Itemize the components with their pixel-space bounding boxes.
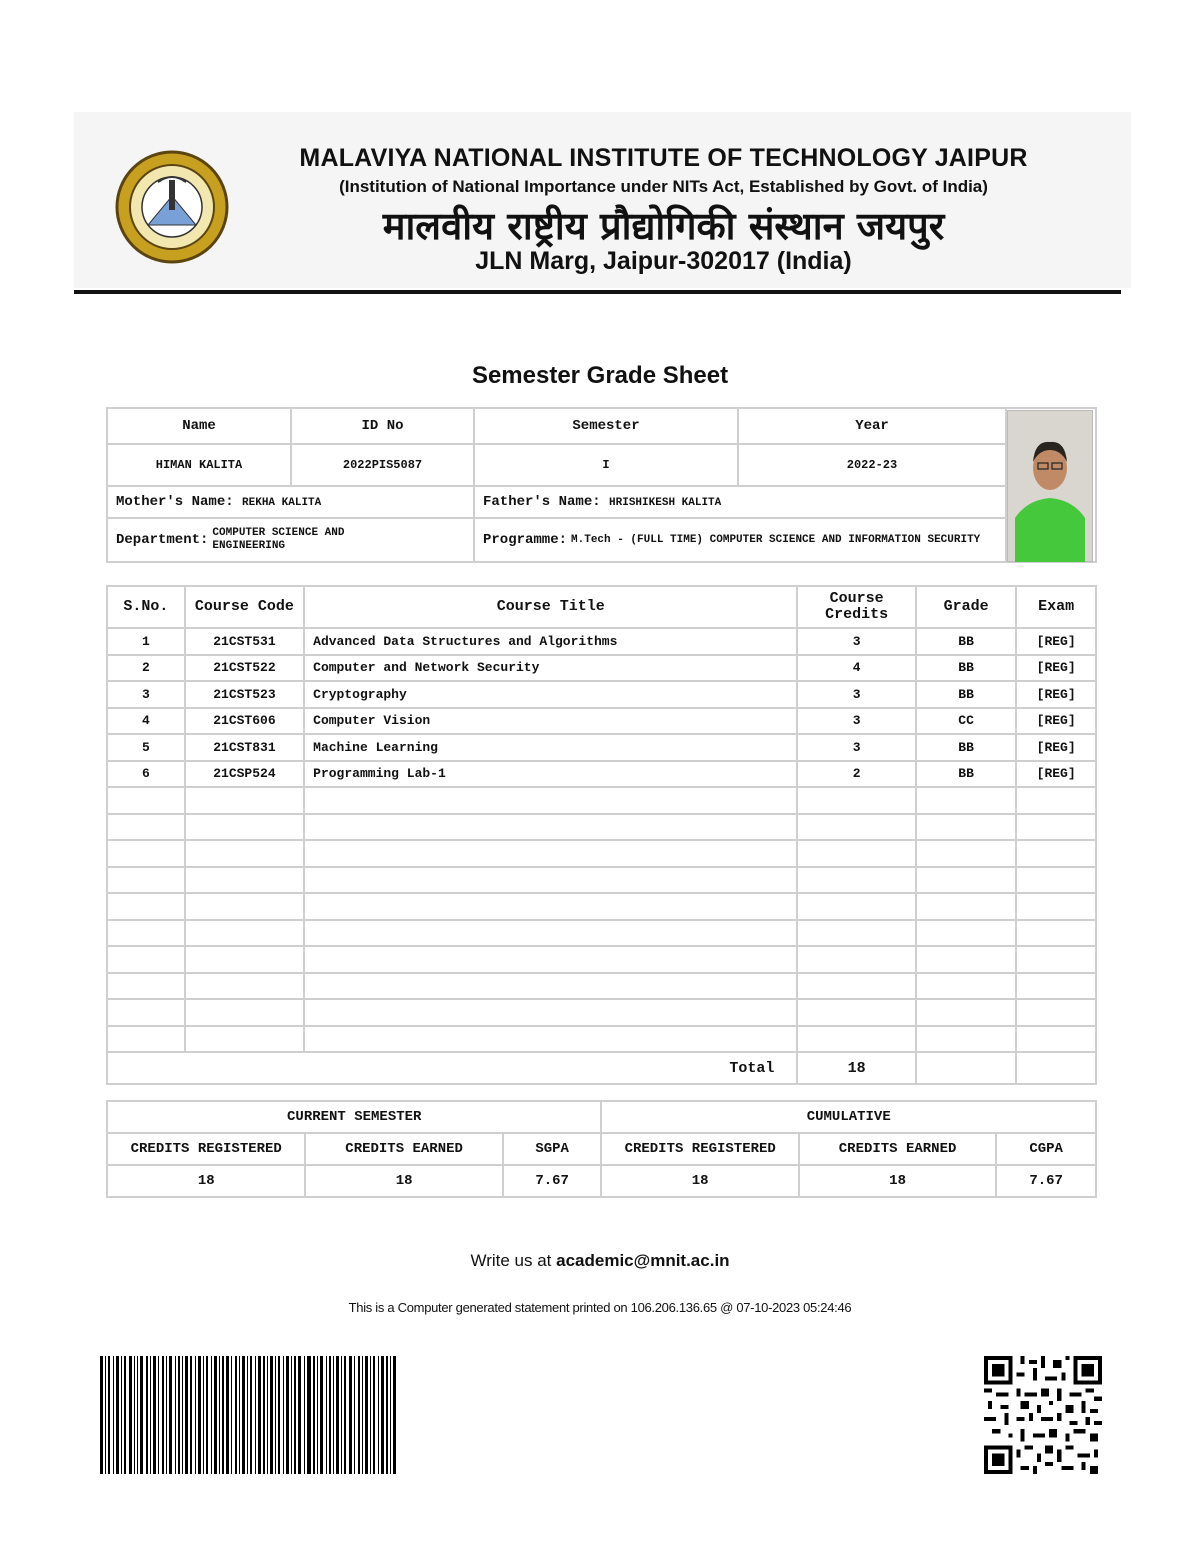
student-info-table bbox=[106, 407, 1097, 563]
father-name: HRISHIKESH KALITA bbox=[609, 497, 722, 509]
course-credits: 2 bbox=[797, 761, 915, 788]
course-exam: [REG] bbox=[1016, 708, 1096, 735]
course-exam: [REG] bbox=[1016, 734, 1096, 761]
course-credits: 4 bbox=[797, 655, 915, 682]
summary-table bbox=[106, 1100, 1097, 1198]
current-semester-header: CURRENT SEMESTER bbox=[107, 1101, 601, 1133]
cumulative-credits-earned-header: CREDITS EARNED bbox=[799, 1133, 996, 1165]
course-exam: [REG] bbox=[1016, 681, 1096, 708]
empty-row bbox=[107, 946, 1096, 973]
col-title: Course Title bbox=[304, 586, 797, 628]
course-credits: 3 bbox=[797, 708, 915, 735]
course-code: 21CST606 bbox=[185, 708, 304, 735]
cumulative-credits-registered: 18 bbox=[601, 1165, 798, 1197]
empty-row bbox=[107, 840, 1096, 867]
cgpa-header: CGPA bbox=[996, 1133, 1096, 1165]
institute-logo bbox=[108, 150, 236, 264]
course-grade: BB bbox=[916, 761, 1016, 788]
table-row bbox=[107, 681, 1096, 708]
course-code: 21CSP524 bbox=[185, 761, 304, 788]
col-sno: S.No. bbox=[107, 586, 185, 628]
sgpa-value: 7.67 bbox=[503, 1165, 602, 1197]
course-grade: CC bbox=[916, 708, 1016, 735]
mother-name: REKHA KALITA bbox=[242, 497, 322, 509]
course-credits: 3 bbox=[797, 734, 915, 761]
course-code: 21CST523 bbox=[185, 681, 304, 708]
programme-row bbox=[474, 518, 1006, 562]
father-name-label: Father's Name: bbox=[483, 494, 601, 510]
department-row bbox=[107, 518, 474, 562]
empty-row bbox=[107, 973, 1096, 1000]
sno: 1 bbox=[107, 628, 185, 655]
total-row bbox=[107, 1052, 1096, 1084]
student-name: HIMAN KALITA bbox=[107, 444, 291, 486]
course-grade: BB bbox=[916, 628, 1016, 655]
empty-row bbox=[107, 1026, 1096, 1053]
course-code: 21CST831 bbox=[185, 734, 304, 761]
department-value: COMPUTER SCIENCE AND ENGINEERING bbox=[212, 527, 345, 552]
empty-row bbox=[107, 893, 1096, 920]
sno: 6 bbox=[107, 761, 185, 788]
sno: 4 bbox=[107, 708, 185, 735]
mother-name-label: Mother's Name: bbox=[116, 494, 234, 510]
course-title: Computer Vision bbox=[304, 708, 797, 735]
student-photo bbox=[1007, 410, 1093, 562]
institute-name-hindi: मालवीय राष्ट्रीय प्रौद्योगिकी संस्थान जयपुर bbox=[382, 204, 945, 248]
contact-line bbox=[0, 1251, 1200, 1271]
programme-label: Programme: bbox=[483, 532, 568, 548]
header-id: ID No bbox=[291, 408, 474, 444]
col-code: Course Code bbox=[185, 586, 304, 628]
generated-statement: This is a Computer generated statement printed on 106.206.136.65 @ 07-10-2023 05:24:46 bbox=[348, 1300, 852, 1315]
sno: 2 bbox=[107, 655, 185, 682]
institute-name: MALAVIYA NATIONAL INSTITUTE OF TECHNOLOGY JAIPUR bbox=[299, 144, 1028, 172]
total-label: Total bbox=[107, 1052, 797, 1084]
qr-code bbox=[984, 1356, 1102, 1474]
course-grade: BB bbox=[916, 734, 1016, 761]
student-id: 2022PIS5087 bbox=[291, 444, 474, 486]
student-semester: I bbox=[474, 444, 738, 486]
empty-row bbox=[107, 814, 1096, 841]
course-title: Machine Learning bbox=[304, 734, 797, 761]
current-credits-registered-header: CREDITS REGISTERED bbox=[107, 1133, 305, 1165]
courses-table bbox=[106, 585, 1097, 1085]
current-credits-registered: 18 bbox=[107, 1165, 305, 1197]
header-name: Name bbox=[107, 408, 291, 444]
table-row bbox=[107, 655, 1096, 682]
course-credits: 3 bbox=[797, 628, 915, 655]
current-credits-earned: 18 bbox=[305, 1165, 502, 1197]
current-credits-earned-header: CREDITS EARNED bbox=[305, 1133, 502, 1165]
institute-address: JLN Marg, Jaipur-302017 (India) bbox=[475, 247, 852, 275]
cumulative-credits-registered-header: CREDITS REGISTERED bbox=[601, 1133, 798, 1165]
course-grade: BB bbox=[916, 655, 1016, 682]
header-year: Year bbox=[738, 408, 1006, 444]
course-code: 21CST531 bbox=[185, 628, 304, 655]
course-exam: [REG] bbox=[1016, 628, 1096, 655]
course-title: Cryptography bbox=[304, 681, 797, 708]
empty-row bbox=[107, 867, 1096, 894]
course-exam: [REG] bbox=[1016, 761, 1096, 788]
programme-value: M.Tech - (FULL TIME) COMPUTER SCIENCE AND INFORMATION SECURITY bbox=[571, 533, 981, 546]
header-semester: Semester bbox=[474, 408, 738, 444]
empty-row bbox=[107, 787, 1096, 814]
table-row bbox=[107, 761, 1096, 788]
student-year: 2022-23 bbox=[738, 444, 1006, 486]
cgpa-value: 7.67 bbox=[996, 1165, 1096, 1197]
table-row bbox=[107, 708, 1096, 735]
page-title: Semester Grade Sheet bbox=[471, 362, 729, 389]
col-exam: Exam bbox=[1016, 586, 1096, 628]
contact-email[interactable]: academic@mnit.ac.in bbox=[556, 1251, 730, 1270]
course-title: Advanced Data Structures and Algorithms bbox=[304, 628, 797, 655]
barcode bbox=[100, 1356, 398, 1474]
cumulative-credits-earned: 18 bbox=[799, 1165, 996, 1197]
table-row bbox=[107, 628, 1096, 655]
mother-name-row bbox=[107, 486, 474, 518]
course-title: Computer and Network Security bbox=[304, 655, 797, 682]
course-credits: 3 bbox=[797, 681, 915, 708]
course-exam: [REG] bbox=[1016, 655, 1096, 682]
sno: 5 bbox=[107, 734, 185, 761]
course-title: Programming Lab-1 bbox=[304, 761, 797, 788]
sgpa-header: SGPA bbox=[503, 1133, 602, 1165]
father-name-row bbox=[474, 486, 1006, 518]
table-row bbox=[107, 734, 1096, 761]
course-code: 21CST522 bbox=[185, 655, 304, 682]
empty-row bbox=[107, 920, 1096, 947]
empty-row bbox=[107, 999, 1096, 1026]
course-grade: BB bbox=[916, 681, 1016, 708]
col-grade: Grade bbox=[916, 586, 1016, 628]
sno: 3 bbox=[107, 681, 185, 708]
contact-text: Write us at bbox=[470, 1251, 552, 1270]
total-credits: 18 bbox=[797, 1052, 915, 1084]
header-divider bbox=[74, 290, 1121, 294]
col-credits: Course Credits bbox=[797, 586, 915, 628]
department-label: Department: bbox=[116, 532, 209, 548]
institute-subtitle: (Institution of National Importance under NITs Act, Established by Govt. of India) bbox=[339, 177, 988, 196]
cumulative-header: CUMULATIVE bbox=[601, 1101, 1096, 1133]
